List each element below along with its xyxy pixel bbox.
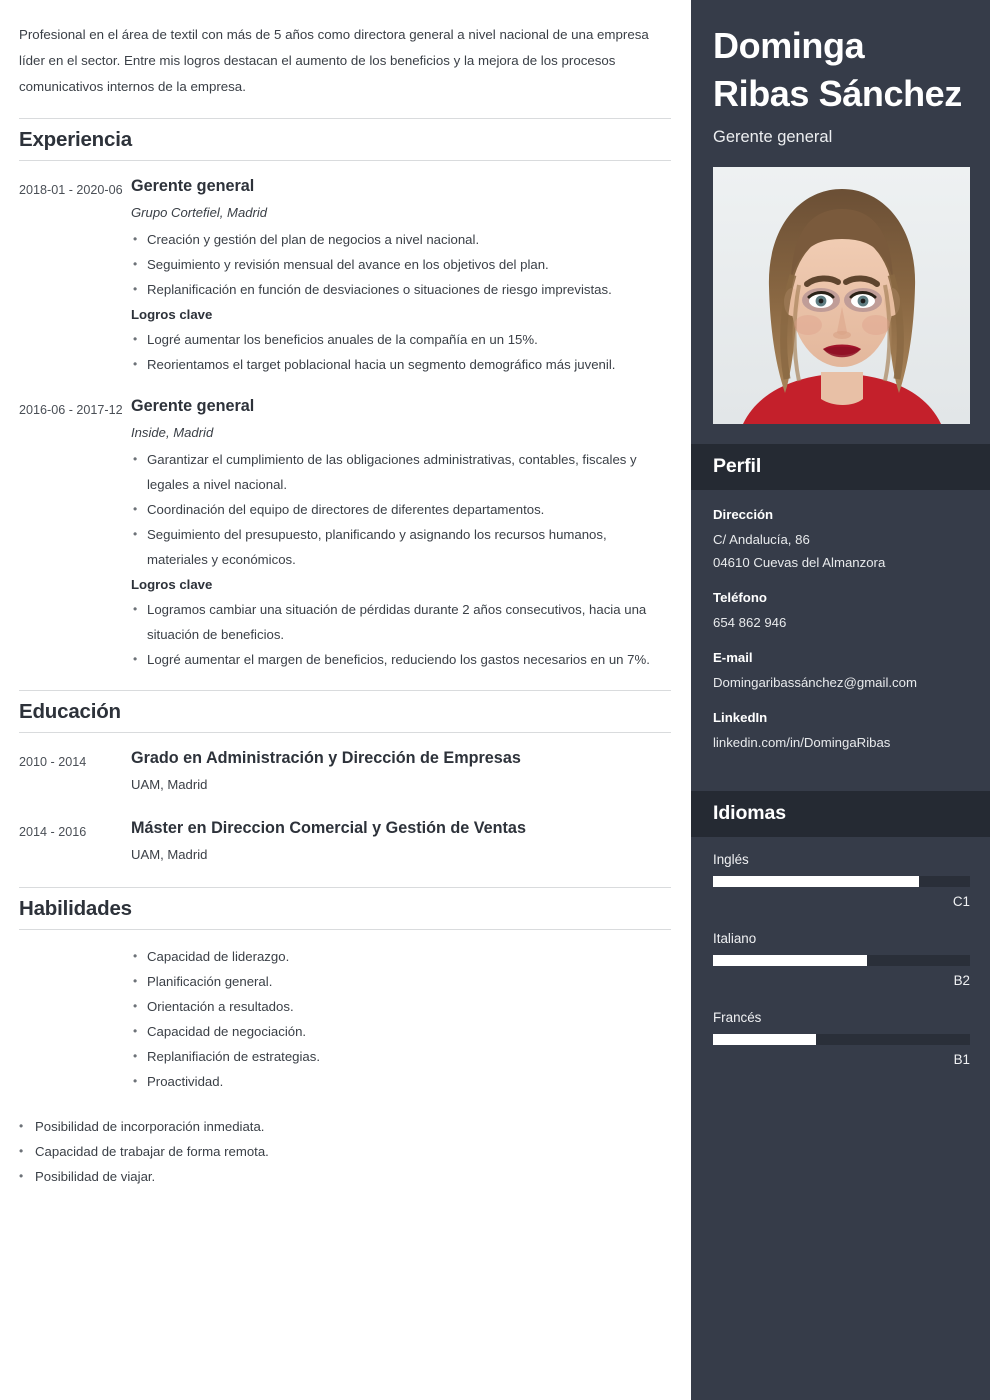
profile-field bbox=[713, 647, 970, 694]
extras-list bbox=[19, 1114, 671, 1189]
profile-field-label: E-mail bbox=[713, 650, 753, 665]
language-name: Francés bbox=[713, 1010, 762, 1025]
education-list bbox=[19, 747, 671, 869]
sidebar-section-title-profile: Perfil bbox=[713, 455, 762, 477]
profile-field-value: 04610 Cuevas del Almanzora bbox=[713, 555, 886, 570]
skill-item: • Capacidad de negociación. bbox=[131, 1019, 671, 1044]
language-name: Italiano bbox=[713, 931, 757, 946]
candidate-name: Dominga Ribas Sánchez bbox=[713, 25, 962, 114]
experience-duty: • Seguimiento y revisión mensual del avance en los objetivos del plan. bbox=[131, 252, 671, 277]
profile-fields bbox=[691, 490, 990, 771]
skill-item: • Planificación general. bbox=[131, 969, 671, 994]
section-title-experience: Experiencia bbox=[19, 128, 132, 151]
experience-achievements-label: Logros clave bbox=[131, 577, 213, 592]
experience-achievement: • Reorientamos el target poblacional hacia un segmento demográfico más juvenil. bbox=[131, 352, 671, 377]
experience-achievements-label: Logros clave bbox=[131, 307, 213, 322]
experience-entry bbox=[19, 395, 671, 672]
section-header-education bbox=[19, 690, 671, 733]
section-header-experience bbox=[19, 118, 671, 161]
section-title-education: Educación bbox=[19, 700, 121, 723]
portrait-photo-icon bbox=[713, 167, 970, 424]
education-body bbox=[131, 747, 671, 799]
section-header-skills bbox=[19, 887, 671, 930]
experience-duties bbox=[131, 227, 671, 302]
experience-duties bbox=[131, 447, 671, 572]
experience-organization: Grupo Cortefiel, Madrid bbox=[131, 205, 268, 220]
education-title: Máster en Direccion Comercial y Gestión de Ventas bbox=[131, 819, 526, 837]
experience-dates: 2016-06 - 2017-12 bbox=[19, 403, 123, 417]
profile-field-value: 654 862 946 bbox=[713, 615, 787, 630]
experience-dates: 2018-01 - 2020-06 bbox=[19, 183, 123, 197]
experience-duty: • Replanificación en función de desviaciones o situaciones de riesgo imprevistas. bbox=[131, 277, 671, 302]
profile-summary: Profesional en el área de textil con más de 5 años como directora general a nivel nacional de una empresa líder en el sector. Entre mis logros destacan el aumento de los beneficios y la mejora de los procesos comunicativos internos de la empresa. bbox=[19, 27, 649, 94]
experience-duty: • Garantizar el cumplimiento de las obligaciones administrativas, contables, fiscales y legales a nivel nacional. bbox=[131, 447, 671, 497]
profile-field bbox=[713, 707, 970, 754]
profile-field-value[interactable]: linkedin.com/in/DomingaRibas bbox=[713, 735, 891, 750]
extra-item: • Posibilidad de incorporación inmediata. bbox=[19, 1114, 671, 1139]
languages-list bbox=[691, 837, 990, 1090]
education-institution: UAM, Madrid bbox=[131, 777, 208, 792]
experience-achievement: • Logré aumentar los beneficios anuales de la compañía en un 15%. bbox=[131, 327, 671, 352]
education-entry bbox=[19, 747, 671, 799]
profile-field bbox=[713, 587, 970, 634]
sidebar-section-header-profile bbox=[691, 444, 990, 490]
education-institution: UAM, Madrid bbox=[131, 847, 208, 862]
profile-field-value[interactable]: Domingaribassánchez@gmail.com bbox=[713, 675, 917, 690]
candidate-photo bbox=[713, 167, 970, 424]
language-level-bar bbox=[713, 876, 970, 887]
profile-field-label: Dirección bbox=[713, 507, 774, 522]
experience-achievement: • Logré aumentar el margen de beneficios, reduciendo los gastos necesarios en un 7%. bbox=[131, 647, 671, 672]
profile-field-label: LinkedIn bbox=[713, 710, 768, 725]
language-level-label: B1 bbox=[953, 1052, 970, 1067]
language-item bbox=[713, 849, 970, 913]
language-item bbox=[713, 928, 970, 992]
sidebar-header bbox=[691, 0, 990, 150]
skill-item: • Capacidad de liderazgo. bbox=[131, 944, 671, 969]
language-item bbox=[713, 1007, 970, 1071]
skills-list-wrap bbox=[19, 944, 671, 1094]
language-name: Inglés bbox=[713, 852, 749, 867]
language-level-bar-fill bbox=[713, 1034, 816, 1045]
experience-achievements bbox=[131, 597, 671, 672]
section-skills bbox=[19, 887, 671, 1189]
experience-duty: • Coordinación del equipo de directores de diferentes departamentos. bbox=[131, 497, 671, 522]
experience-title: Gerente general bbox=[131, 177, 255, 195]
profile-field-label: Teléfono bbox=[713, 590, 767, 605]
sidebar-section-header-languages bbox=[691, 791, 990, 837]
education-title: Grado en Administración y Dirección de Empresas bbox=[131, 749, 521, 767]
language-level-bar bbox=[713, 955, 970, 966]
experience-achievements bbox=[131, 327, 671, 377]
sidebar-section-title-languages: Idiomas bbox=[713, 802, 786, 824]
candidate-role: Gerente general bbox=[713, 128, 833, 146]
experience-title: Gerente general bbox=[131, 397, 255, 415]
profile-field-value: C/ Andalucía, 86 bbox=[713, 532, 810, 547]
experience-duty: • Seguimiento del presupuesto, planificando y asignando los recursos humanos, materiales y económicos. bbox=[131, 522, 671, 572]
skill-item: • Replanifiación de estrategias. bbox=[131, 1044, 671, 1069]
education-dates: 2014 - 2016 bbox=[19, 825, 87, 839]
section-title-skills: Habilidades bbox=[19, 897, 132, 920]
experience-body bbox=[131, 395, 671, 672]
profile-field bbox=[713, 504, 970, 574]
language-level-bar-fill bbox=[713, 876, 919, 887]
skill-item: • Orientación a resultados. bbox=[131, 994, 671, 1019]
section-education bbox=[19, 690, 671, 869]
education-dates: 2010 - 2014 bbox=[19, 755, 87, 769]
education-entry bbox=[19, 817, 671, 869]
experience-organization: Inside, Madrid bbox=[131, 425, 214, 440]
extra-item: • Posibilidad de viajar. bbox=[19, 1164, 671, 1189]
skill-item: • Proactividad. bbox=[131, 1069, 671, 1094]
section-experience bbox=[19, 118, 671, 672]
experience-achievement: • Logramos cambiar una situación de pérdidas durante 2 años consecutivos, hacia una situación de beneficios. bbox=[131, 597, 671, 647]
cv-sidebar bbox=[691, 0, 990, 1400]
language-level-label: B2 bbox=[953, 973, 970, 988]
education-body bbox=[131, 817, 671, 869]
language-level-label: C1 bbox=[952, 894, 970, 909]
extras-wrap bbox=[19, 1114, 671, 1189]
experience-duty: • Creación y gestión del plan de negocios a nivel nacional. bbox=[131, 227, 671, 252]
extra-item: • Capacidad de trabajar de forma remota. bbox=[19, 1139, 671, 1164]
experience-body bbox=[131, 175, 671, 377]
skills-list bbox=[131, 944, 671, 1094]
experience-entry bbox=[19, 175, 671, 377]
language-level-bar-fill bbox=[713, 955, 867, 966]
experience-list bbox=[19, 175, 671, 672]
language-level-bar bbox=[713, 1034, 970, 1045]
